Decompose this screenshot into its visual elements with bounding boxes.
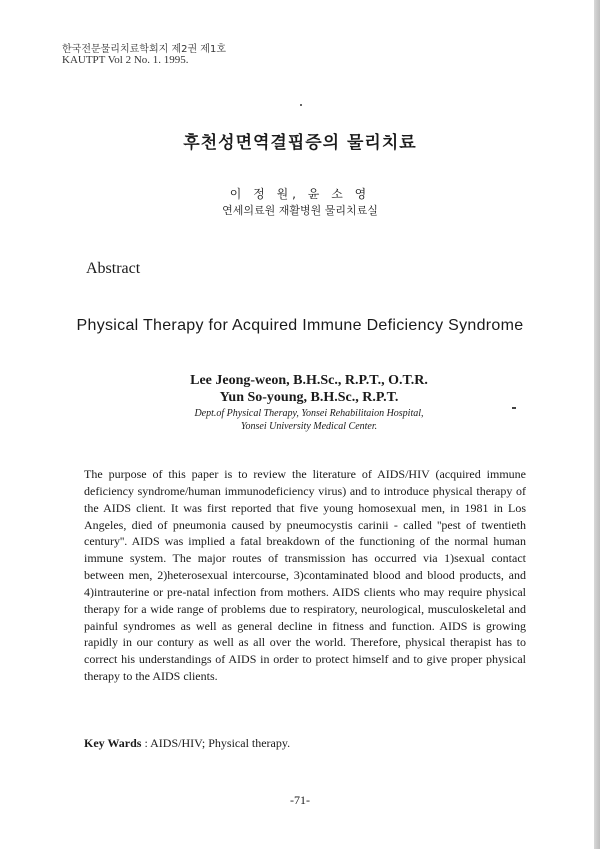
affiliation-korean: 연세의료원 재활병원 물리치료실 <box>222 204 378 217</box>
department-line-1: Dept.of Physical Therapy, Yonsei Rehabilitaion Hospital, <box>194 408 424 419</box>
journal-name-korean: 한국전문물리치료학회지 제2권 제1호 <box>62 44 226 55</box>
keywords-label: Key Wards <box>84 736 142 750</box>
paper-title-korean: 후천성면역결핍증의 물리치료 <box>183 133 417 153</box>
print-dash <box>512 407 516 409</box>
print-speck <box>300 104 302 106</box>
abstract-heading: Abstract <box>86 260 141 277</box>
author-line-1: Lee Jeong-weon, B.H.Sc., R.P.T., O.T.R. <box>190 373 428 388</box>
page-edge <box>594 0 600 849</box>
keywords <box>84 736 290 751</box>
paper-title-english: Physical Therapy for Acquired Immune Deficiency Syndrome <box>76 317 524 334</box>
abstract-body: The purpose of this paper is to review the literature of AIDS/HIV (acquired immune deficiency syndrome/human immunodeficiency virus) and to introduce physical therapy of the AIDS client. It was first reported that five young homosexual men, in 1981 in Los Angeles, died of pneumonia caused by pneumocystis carinii - called ''pest of twentieth century''. AIDS was implied a fatal breakdown of the functioning of the normal human immune system. The major routes of transmission has occurred via 1)sexual contact between men, 2)heterosexual intercourse, 3)contaminated blood and blood products, and 4)intrauterine or pre-natal infection from mothers. AIDS clients who may require physical therapy for a wide range of problems due to respiratory, neurological, musculoskeletal and painful syndromes as well as general decline in fitness and function. AIDS is growing rapidly in our contury as well as all over the world. Therefore, physical therapist has to correct his understandings of AIDS in order to protect himself and to give proper physical therapy to the AIDS clients. <box>84 467 526 684</box>
page-number: -71- <box>290 793 310 807</box>
journal-citation: KAUTPT Vol 2 No. 1. 1995. <box>62 54 189 66</box>
keywords-separator: : <box>141 736 151 750</box>
department-line-2: Yonsei University Medical Center. <box>240 421 378 432</box>
keywords-value: AIDS/HIV; Physical therapy. <box>150 736 291 750</box>
authors-korean: 이 정 원, 윤 소 영 <box>229 187 371 201</box>
author-line-2: Yun So-young, B.H.Sc., R.P.T. <box>219 390 399 405</box>
